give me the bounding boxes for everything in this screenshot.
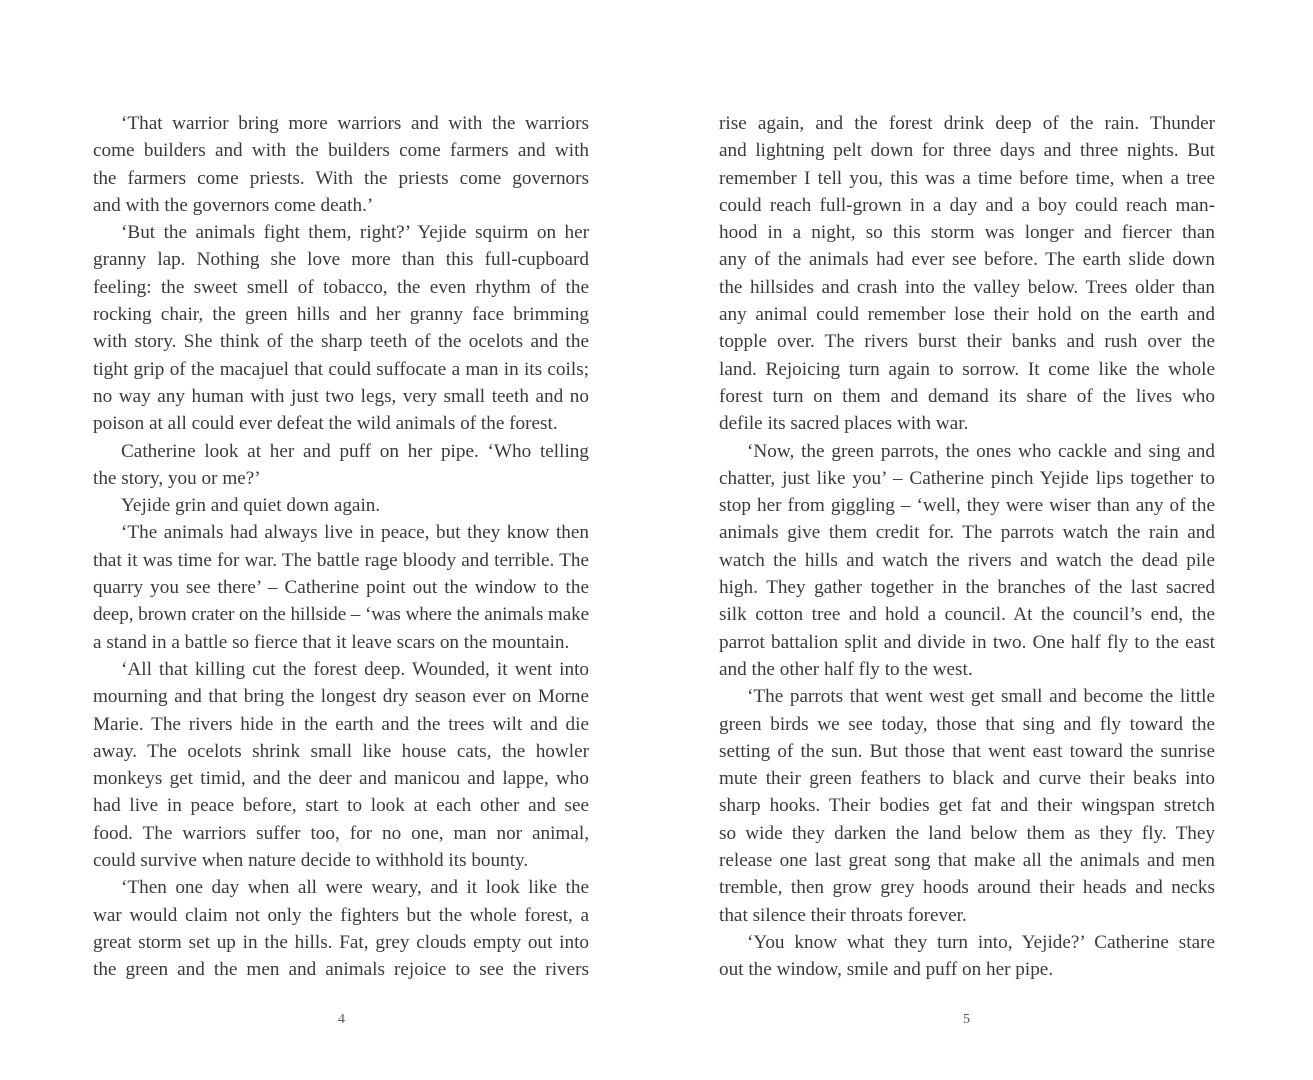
text-line: so wide they darken the land below them as they fly. They [719, 822, 1215, 844]
text-line: release one last great song that make all the animals and men [719, 850, 1215, 872]
text-line: quarry you see there’ – Catherine point out the window to the [93, 577, 589, 599]
text-line: Marie. The rivers hide in the earth and the trees wilt and die [93, 713, 589, 735]
text-line: and lightning pelt down for three days and three nights. But [719, 140, 1215, 162]
text-line: animals give them credit for. The parrots watch the rain and [719, 522, 1215, 544]
text-line: could survive when nature decide to withhold its bounty. [93, 850, 529, 872]
text-line: hood in a night, so this storm was longer and fiercer than [719, 222, 1215, 244]
text-line: remember I tell you, this was a time before time, when a tree [719, 167, 1215, 189]
text-line: the hillsides and crash into the valley below. Trees older than [719, 276, 1215, 298]
text-line: no way any human with just two legs, very small teeth and no [93, 385, 589, 407]
text-line: deep, brown crater on the hillside – ‘was where the animals make [93, 604, 589, 626]
page-number-right: 5 [963, 1012, 970, 1027]
text-line: granny lap. Nothing she love more than this full-cupboard [93, 249, 589, 271]
text-line: tremble, then grow grey hoods around their heads and necks [719, 877, 1215, 899]
text-line: war would claim not only the fighters but the whole forest, a [93, 904, 589, 926]
text-line: and with the governors come death.’ [93, 194, 374, 216]
text-line: any animal could remember lose their hold on the earth and [719, 304, 1215, 326]
text-line: stop her from giggling – ‘well, they were wiser than any of the [719, 495, 1215, 517]
text-line: chatter, just like you’ – Catherine pinch Yejide lips together to [719, 467, 1215, 489]
text-line: high. They gather together in the branches of the last sacred [719, 577, 1215, 599]
text-line: great storm set up in the hills. Fat, grey clouds empty out into [93, 931, 589, 953]
text-line: sharp hooks. Their bodies get fat and their wingspan stretch [719, 795, 1215, 817]
text-line: the green and the men and animals rejoice to see the rivers [93, 959, 589, 981]
text-line: Catherine look at her and puff on her pipe. ‘Who telling [121, 440, 589, 462]
text-line: with story. She think of the sharp teeth of the ocelots and the [93, 331, 589, 353]
text-line: silk cotton tree and hold a council. At the council’s end, the [719, 604, 1215, 626]
text-line: away. The ocelots shrink small like house cats, the howler [93, 740, 589, 762]
text-line: feeling: the sweet smell of tobacco, the even rhythm of the [93, 276, 589, 298]
text-line: topple over. The rivers burst their banks and rush over the [719, 331, 1215, 353]
text-line: land. Rejoicing turn again to sorrow. It come like the whole [719, 358, 1215, 380]
text-line: any of the animals had ever see before. The earth slide down [719, 249, 1215, 271]
text-line: ‘Now, the green parrots, the ones who cackle and sing and [747, 440, 1215, 462]
text-line: out the window, smile and puff on her pipe. [719, 959, 1054, 981]
text-line: green birds we see today, those that sing and fly toward the [719, 713, 1215, 735]
text-line: come builders and with the builders come farmers and with [93, 140, 589, 162]
text-line: Yejide grin and quiet down again. [121, 495, 381, 517]
page-number-left: 4 [338, 1012, 345, 1027]
text-line: poison at all could ever defeat the wild animals of the forest. [93, 413, 558, 435]
text-line: monkeys get timid, and the deer and manicou and lappe, who [93, 768, 589, 790]
right-page-text [719, 110, 1215, 984]
text-line: ‘That warrior bring more warriors and with the warriors [121, 113, 589, 134]
text-line: could reach full-grown in a day and a boy could reach man- [719, 194, 1215, 216]
text-line: that it was time for war. The battle rage bloody and terrible. The [93, 549, 589, 571]
text-line: and the other half fly to the west. [719, 658, 973, 680]
text-line: ‘Then one day when all were weary, and it look like the [121, 877, 589, 899]
text-line: parrot battalion split and divide in two. One half fly to the east [719, 631, 1215, 653]
text-line: a stand in a battle so fierce that it leave scars on the mountain. [93, 631, 570, 653]
text-line: ‘The animals had always live in peace, but they know then [121, 522, 589, 544]
text-line: ‘But the animals fight them, right?’ Yejide squirm on her [121, 222, 589, 244]
text-line: that silence their throats forever. [719, 904, 967, 926]
text-line: the story, you or me?’ [93, 467, 261, 489]
text-line: ‘You know what they turn into, Yejide?’ Catherine stare [747, 931, 1215, 953]
text-line: defile its sacred places with war. [719, 413, 969, 435]
text-line: mourning and that bring the longest dry season ever on Morne [93, 686, 589, 708]
text-line: tight grip of the macajuel that could suffocate a man in its coils; [93, 358, 589, 380]
text-line: setting of the sun. But those that went east toward the sunrise [719, 740, 1215, 762]
text-line: had live in peace before, start to look at each other and see [93, 795, 589, 817]
text-line: the farmers come priests. With the priests come governors [93, 167, 589, 189]
text-line: ‘All that killing cut the forest deep. Wounded, it went into [121, 658, 589, 680]
text-line: food. The warriors suffer too, for no one, man nor animal, [93, 822, 589, 844]
text-line: mute their green feathers to black and curve their beaks into [719, 768, 1215, 790]
left-page-text [93, 110, 589, 984]
text-line: watch the hills and watch the rivers and watch the dead pile [719, 549, 1215, 571]
text-line: rise again, and the forest drink deep of the rain. Thunder [719, 113, 1215, 134]
text-line: ‘The parrots that went west get small and become the little [747, 686, 1215, 708]
text-line: rocking chair, the green hills and her granny face brimming [93, 304, 589, 326]
text-line: forest turn on them and demand its share of the lives who [719, 385, 1215, 407]
